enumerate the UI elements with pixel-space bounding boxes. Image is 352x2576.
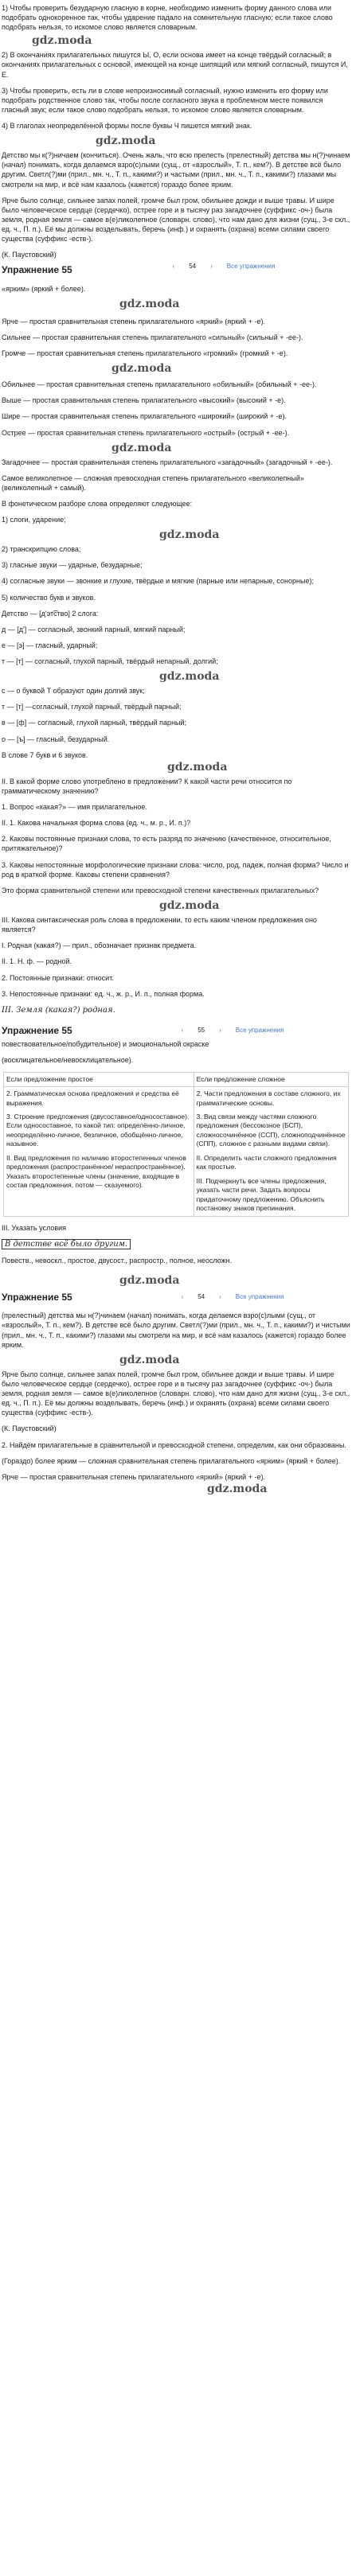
prev-arrow-icon[interactable]: ‹ xyxy=(172,263,175,271)
cell-text: 2. Части предложения в составе сложного, их грамматические основы. xyxy=(196,1089,341,1107)
line: Ярче — простая сравнительная степень прилагательного «яркий» (яркий + -е). xyxy=(2,1472,265,1481)
table-cell xyxy=(194,1087,348,1217)
exercise-nav xyxy=(96,259,352,276)
line: III. Земля (какая?) родная. xyxy=(2,1005,115,1015)
watermark: gdz.moda xyxy=(159,528,220,542)
watermark: gdz.moda xyxy=(96,134,156,148)
line: в — [ф] — согласный, глухой парный, твёрдый парный; xyxy=(2,719,187,727)
line: 2. Каковы постоянные признаки слова, то есть разряд по значению (качественное, относительное, притяжательное)? xyxy=(2,835,331,853)
line: В слове 7 букв и 6 звуков. xyxy=(2,750,88,759)
watermark: gdz.moda xyxy=(119,1274,180,1288)
watermark: gdz.moda xyxy=(111,362,172,376)
exercise-55-part-a xyxy=(0,284,352,1016)
line: «ярким» (яркий + более). xyxy=(2,284,86,293)
line: Загадочнее — простая сравнительная степень прилагательного «загадочный» (загадочный + -ее-). xyxy=(2,458,333,466)
rules-section xyxy=(0,0,352,260)
watermark: gdz.moda xyxy=(119,297,180,310)
scan-text: В детстве всё было другим. xyxy=(2,1239,131,1249)
text-paragraph-1: Детство мы к(?)ничаем (кончиться). Очень жаль, что всю прелесть (прелестный) детства мы н(?)чинаем (начал) понимать, когда делаемся взро(с)лыми (сущ., от «взрослый», Т. п., кем?). В детстве всё было другим. Светл(?)ми (прил., мн. ч., Т. п., какими?) и частыми (прил., мн. ч., Т. п., какими?) глазами мы смотрели на мир, и всё нам казалось (кажется) гораздо более ярким. xyxy=(2,151,350,189)
line: III. Указать условия xyxy=(2,1223,67,1232)
exercise-number: 55 xyxy=(198,1026,205,1034)
exercise-number: 54 xyxy=(198,1292,205,1300)
line: Выше — простая сравнительная степень прилагательного «высокий» (высокий + -е). xyxy=(2,396,286,405)
line: 4) согласные звуки — звонкие и глухие, твёрдые и мягкие (парные или непарные, сонорные); xyxy=(2,577,314,586)
text-author: (К. Паустовский) xyxy=(2,251,57,259)
line: 3) гласные звуки — ударные, безударные; xyxy=(2,561,143,570)
exercise-number: 54 xyxy=(189,263,197,271)
cell-text: III. Подчеркнуть все члены предложения, указать части речи. Задать вопросы придаточному предложению. Объяснить постановку знаков препинания. xyxy=(196,1176,327,1213)
line: 2. Постоянные признаки: относит. xyxy=(2,973,114,982)
line: III. Какова синтаксическая роль слова в предложении, то есть каким членом предложения оно является? xyxy=(2,915,317,934)
watermark: gdz.moda xyxy=(207,1483,268,1496)
line: II. 1. Какова начальная форма слова (ед. ч., м. р., И. п.)? xyxy=(2,819,191,828)
watermark: gdz.moda xyxy=(32,34,92,48)
exercise-55-part-c xyxy=(0,1311,352,1497)
handwritten-sentence xyxy=(2,1239,352,1250)
line: 1) слоги, ударение; xyxy=(2,516,66,524)
line: (Гораздо) более ярким — сложная сравнительная степень прилагательного «ярким» (яркий + более). xyxy=(2,1456,341,1465)
line: д — [д'] — согласный, звонкий парный, мягкий парный; xyxy=(2,625,186,633)
exercise-header-row xyxy=(0,1288,352,1306)
cell-text: 2. Грамматическая основа предложения и средства её выражения. xyxy=(6,1089,179,1107)
rule-3: 3) Чтобы проверить, есть ли в слове непроизносимый согласный, нужно изменить его форму или подобрать родственное слово так, чтобы после согласного звука в проблемном месте появился гласный звук; если такое слово подобрать нельзя, то искомое слово является словарным. xyxy=(2,86,328,115)
line: (прелестный) детства мы н(?)чинаем (начал) понимать, когда делаемся взро(с)лыми (сущ., от «взрослый», Т. п., кем?). В детстве всё было другим. Светл(?)ми (прил., мн. ч., Т. п., какими?) и чистыми (прил., мн. ч., Т. п., какими?) глазами мы смотрели на мир, и всё нам казалось (кажется) гораздо более ярким. xyxy=(2,1311,350,1349)
next-arrow-icon[interactable]: › xyxy=(210,263,213,271)
line: 3. Каковы непостоянные морфологические признаки слова: число, род, падеж, полная форма? Число и род в краткой форме. Каковы степени сравнения? xyxy=(2,860,349,879)
line: е — [э] — гласный, ударный; xyxy=(2,641,98,650)
line: с — о буквой Т образуют один долгий звук; xyxy=(2,687,145,696)
line: о — [ъ] — гласный, безударный. xyxy=(2,735,110,743)
line: т — [т] —согласный, глухой парный, твёрдый парный; xyxy=(2,703,182,711)
line: II. 1. Н. ф. — родной. xyxy=(2,957,72,966)
line: (К. Паустовский) xyxy=(2,1424,57,1433)
rule-2: 2) В окончаниях прилагательных пишутся Ы, О, если основа имеет на конце твёрдый согласный; в окончаниях прилагательных с основой, имеющей на конце шипящий или мягкий согласный, пишутся И, Е. xyxy=(2,51,348,79)
exercise-heading: Упражнение 55 xyxy=(2,1292,72,1304)
table-header-simple: Если предложение простое xyxy=(4,1072,194,1086)
watermark: gdz.moda xyxy=(111,441,172,454)
next-arrow-icon[interactable]: › xyxy=(219,1026,221,1034)
cell-text: II. Определить части сложного предложения как простые. xyxy=(196,1153,337,1171)
comparison-table xyxy=(3,1072,349,1217)
line: I. Родная (какая?) — прил., обозначает признак предмета. xyxy=(2,941,197,950)
prev-arrow-icon[interactable]: ‹ xyxy=(181,1026,184,1034)
line: II. В какой форме слово употреблено в предложении? К какой части речи относится по грамматическому значению? xyxy=(2,777,292,795)
all-exercises-link[interactable]: Все упражнения xyxy=(235,1026,284,1034)
table-header-complex: Если предложение сложное xyxy=(194,1072,348,1086)
exercise-nav xyxy=(113,1022,352,1039)
table-cell xyxy=(4,1087,194,1217)
line: Шире — простая сравнительная степень прилагательного «широкий» (широкий + -е). xyxy=(2,412,287,421)
line: Обильнее — простая сравнительная степень прилагательного «обильный» (обильный + -ее-). xyxy=(2,380,317,389)
watermark: gdz.moda xyxy=(159,899,220,913)
line: Острее — простая сравнительная степень прилагательного «острый» (острый + -ее-). xyxy=(2,428,290,437)
line: 2) транскрипцию слова; xyxy=(2,545,81,554)
line: В фонетическом разборе слова определяют следующее: xyxy=(2,500,193,508)
line: 2. Найдём прилагательные в сравнительной и превосходной степени, определим, как они образованы. xyxy=(2,1440,346,1449)
line: Сильнее — простая сравнительная степень прилагательного «сильный» (сильный + -ее-). xyxy=(2,333,303,341)
line: (восклицательное/невосклицательное). xyxy=(2,1056,134,1065)
exercise-heading: Упражнение 55 xyxy=(2,263,72,275)
watermark: gdz.moda xyxy=(119,1353,180,1366)
line: Детство — [д'эт͡ство] 2 слога: xyxy=(2,609,99,618)
all-exercises-link[interactable]: Все упражнения xyxy=(226,263,276,271)
text-paragraph-2: Ярче было солнце, сильнее запах полей, громче был гром, обильнее дожди и выше травы. И шире было человеческое сердце (сердечко), острее горе и в тысячу раз загадочнее (суффикс -оч-) была земля, родная земля — самое в(е)ликолепное (словарн. слово), что нам дано для жизни (сущ., 3-е скл., ед. ч., П. п.). Её мы должны возделывать, беречь (инф.) и охранять (охрана) всеми силами своего существа (суффикс -еств-). xyxy=(2,196,350,244)
line: 3. Непостоянные признаки: ед. ч., ж. р., И. п., полная форма. xyxy=(2,989,205,998)
exercise-header-row xyxy=(0,1022,352,1039)
watermark: gdz.moda xyxy=(159,670,220,684)
line: т — [т] — согласный, глухой парный, твёрдый непарный, долгий; xyxy=(2,657,218,666)
watermark: gdz.moda xyxy=(167,760,228,774)
line: Ярче — простая сравнительная степень прилагательного «яркий» (яркий + -е). xyxy=(2,317,265,325)
line: 1. Вопрос «какая?» — имя прилагательное. xyxy=(2,803,147,812)
line: Громче — простая сравнительная степень прилагательного «громкий» (громкий + -е). xyxy=(2,349,288,358)
exercise-55-part-b xyxy=(0,1039,352,1265)
rule-4: 4) В глаголах неопределённой формы после буквы Ч пишется мягкий знак. xyxy=(2,122,252,131)
rule-1: 1) Чтобы проверить безударную гласную в корне, необходимо изменить форму данного слова или подобрать однокоренное так, чтобы ударение падало на сомнительную гласную; если такое слово подобрать нельзя, то искомое слово является словарным. xyxy=(2,4,333,32)
line: Ярче было солнце, сильнее запах полей, громче был гром, обильнее дожди и выше травы. И шире было человеческое сердце (сердечко), острее горе и в тысячу раз загадочнее (суффикс -оч-) была земля, родная земля — самое в(е)ликолепное (словарн. слово), что нам дано для жизни (сущ., 3-е скл., ед. ч., П. п.). Её мы должны возделывать, беречь (инф.) и охранять (охрана) всеми силами своего существа (суффикс -еств-). xyxy=(2,1370,350,1417)
prev-arrow-icon[interactable]: ‹ xyxy=(181,1292,184,1300)
exercise-nav xyxy=(113,1288,352,1306)
cell-text: II. Вид предложения по наличию второстепенных членов предложения (распространённое/ нераспространённое). Указать второстепенные члены (значение, входящие в состав предложения, потом — сказуемого). xyxy=(6,1153,186,1190)
line: Это форма сравнительной степени или превосходной степени качественных прилагательных? xyxy=(2,886,319,894)
cell-text: 3. Вид связи между частями сложного предложения (бессоюзное (БСП), сложносочинённое (ССП), сложноподчинённое (СПП), сложное с разными видами связи). xyxy=(196,1112,346,1148)
line: Самое великолепное — сложная превосходная степень прилагательного «великолепный» (великолепный + самый). xyxy=(2,474,304,492)
next-arrow-icon[interactable]: › xyxy=(219,1292,221,1300)
line: Повеств., невоскл., простое, двусост., распростр., полное, неосложн. xyxy=(2,1257,233,1265)
exercise-heading: Упражнение 55 xyxy=(2,1025,72,1037)
line: 5) количество букв и звуков. xyxy=(2,593,96,602)
line: повествовательное/побудительное) и эмоциональной окраске xyxy=(2,1040,209,1049)
all-exercises-link[interactable]: Все упражнения xyxy=(235,1292,284,1300)
cell-text: 3. Строение предложения (двусоставное/односоставное). Если односоставное, то какой тип: определённо-личное, неопределённо-личное, безличное, обобщённо-личное, назывное. xyxy=(6,1112,190,1148)
